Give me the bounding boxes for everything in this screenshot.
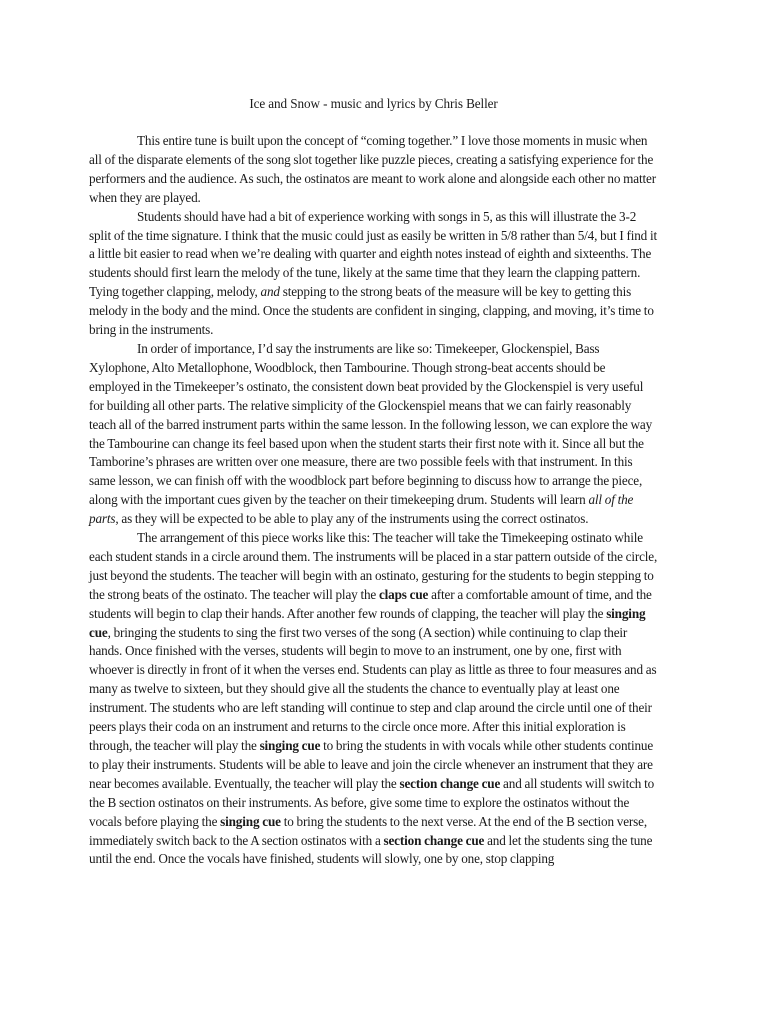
paragraph — [89, 529, 658, 869]
paragraph — [89, 208, 658, 340]
text-run: , bringing the students to sing the first two verses of the song (A section) while continuing to clap their hands. Once finished with the verses, students will begin to move to an instrument, one by one, first with whoever is directly in front of it when the verses end. Students can play as little as three to four measures and as many as twelve to sixteen, but they should give all the students the chance to eventually play at least one instrument. The students who are left standing will continue to step and clap around the circle until one of their peers plays their coda on an instrument and returns to the circle once more. After this initial exploration is through, the teacher will play the — [89, 624, 657, 753]
emphasis-bold: section change cue — [383, 832, 485, 848]
emphasis-italic: all of the parts — [89, 492, 634, 527]
emphasis-bold: singing cue — [89, 605, 646, 640]
paragraph — [89, 132, 658, 208]
text-run: and let the students sing the tune until the end. Once the vocals have finished, students will slowly, one by one, stop clapping — [89, 832, 653, 867]
text-run: and all students will switch to the B section ostinatos on their instruments. As before, give some time to explore the ostinatos without the vocals before playing the — [89, 775, 655, 829]
text-run: stepping to the strong beats of the measure will be key to getting this melody in the body and the mind. Once the students are confident in singing, clapping, and moving, it’s time to bring in the instruments. — [89, 284, 654, 338]
text-run: after a comfortable amount of time, and the students will begin to clap their hands. After another few rounds of clapping, the teacher will play the — [89, 586, 652, 621]
document-title: Ice and Snow - music and lyrics by Chris Beller — [249, 96, 498, 111]
text-run: , as they will be expected to be able to play any of the instruments using the correct ostinatos. — [115, 511, 589, 527]
text-run: The arrangement of this piece works like this: The teacher will take the Timekeeping ostinato while each student stands in a circle around them. The instruments will be placed in a star pattern outside of the circle, just beyond the students. The teacher will begin with an ostinato, gesturing for the students to begin stepping to the strong beats of the ostinato. The teacher will play the — [89, 530, 658, 602]
text-run: This entire tune is built upon the concept of “coming together.” I love those moments in music when all of the disparate elements of the song slot together like puzzle pieces, creating a satisfying experience for the performers and the audience. As such, the ostinatos are meant to work alone and alongside each other no matter when they are played. — [89, 133, 656, 205]
emphasis-bold: claps cue — [378, 586, 429, 602]
emphasis-bold: singing cue — [259, 738, 321, 753]
text-run: to bring the students to the next verse. At the end of the B section verse, immediately switch back to the A section ostinatos with a — [89, 813, 647, 848]
text-run: In order of importance, I’d say the instruments are like so: Timekeeper, Glockenspiel, Bass Xylophone, Alto Metallophone, Woodblock, then Tambourine. Though strong-beat accents should be employed in the Timekeeper’s ostinato, the consistent down beat provided by the Glockenspiel is very useful for building all other parts. The relative simplicity of the Glockenspiel means that we can fairly reasonably teach all of the barred instrument parts within the same lesson. In the following lesson, we can explore the way the Tambourine can change its feel based upon when the student starts their first note with it. Since all but the Tamborine’s phrases are written over one measure, there are two possible feels with that instrument. In this same lesson, we can finish off with the woodblock part before beginning to discuss how to arrange the piece, along with the important cues given by the teacher on their timekeeping drum. Students will learn — [89, 340, 653, 508]
emphasis-italic: and — [260, 284, 280, 300]
document-body — [89, 132, 658, 869]
emphasis-bold: singing cue — [220, 813, 281, 829]
paragraph — [89, 340, 658, 529]
text-run: to bring the students in with vocals while other students continue to play their instruments. Students will be able to leave and join the circle whenever an instrument that they are near becomes available. Eventually, the teacher will play the — [89, 738, 654, 791]
emphasis-bold: section change cue — [399, 775, 501, 791]
text-run: Students should have had a bit of experience working with songs in 5, as this will illustrate the 3-2 split of the time signature. I think that the music could just as easily be written in 5/8 rather than 5/4, but I find it a little bit easier to read when we’re dealing with quarter and eighth notes instead of eighth and sixteenths. The students should first learn the melody of the tune, likely at the same time that they learn the clapping pattern. Tying together clapping, melody, — [89, 208, 657, 300]
